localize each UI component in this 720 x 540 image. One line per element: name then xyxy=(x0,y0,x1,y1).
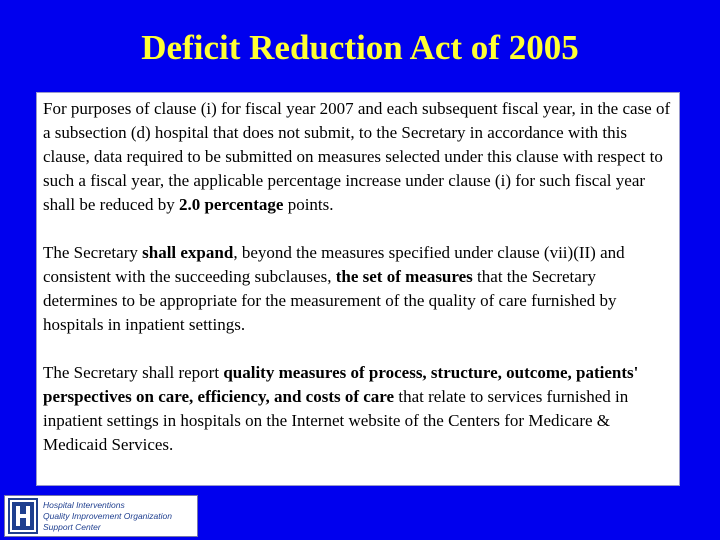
paragraph-1-text-a: For purposes of clause (i) for fiscal year 2007 and each subsequent fiscal year, in the case of a subsection (d) hospital that does not submit, to the Secretary in accordance with this clause, data required to be submitted on measures selected under this clause with respect to such a fiscal year, the applicable percentage increase under clause (i) for such fiscal year shall be reduced by xyxy=(43,99,671,214)
paragraph-1-bold-a: 2.0 percentage xyxy=(178,195,284,214)
logo-line-3: Support Center xyxy=(43,521,101,532)
paragraph-3-bold-a: quality measures of process, structure, outcome, patients' perspectives on care, efficiency, and costs of care xyxy=(43,363,639,406)
paragraph-expand-measures xyxy=(43,241,673,337)
logo-text xyxy=(43,500,172,533)
paragraph-report-measures xyxy=(43,361,673,457)
paragraph-2-text-a: The Secretary xyxy=(43,243,143,262)
slide-title: Deficit Reduction Act of 2005 xyxy=(141,28,579,67)
paragraph-2-bold-a: shall expand xyxy=(142,243,234,262)
content-box xyxy=(36,92,680,486)
paragraph-2-bold-b: the set of measures xyxy=(335,267,473,286)
logo-line-2: Quality Improvement Organization xyxy=(43,510,172,521)
paragraph-payment-reduction xyxy=(43,97,673,217)
hospital-h-glyph xyxy=(8,498,38,534)
paragraph-2-text-b: , beyond the measures specified under clause (vii)(II) and consistent with the succeeding subclauses, xyxy=(43,243,625,286)
paragraph-3-text-b: that relate to services furnished in inpatient settings in hospitals on the Internet website of the Centers for Medicare & Medicaid Services. xyxy=(43,387,629,454)
hospital-h-icon xyxy=(8,498,38,534)
paragraph-2-text-c: that the Secretary determines to be appropriate for the measurement of the quality of care furnished by hospitals in inpatient settings. xyxy=(43,267,617,334)
logo-line-1: Hospital Interventions xyxy=(43,499,125,510)
paragraph-1-text-b: points. xyxy=(283,195,334,214)
hospital-qio-logo xyxy=(4,495,198,537)
paragraph-3-text-a: The Secretary shall report xyxy=(43,363,224,382)
